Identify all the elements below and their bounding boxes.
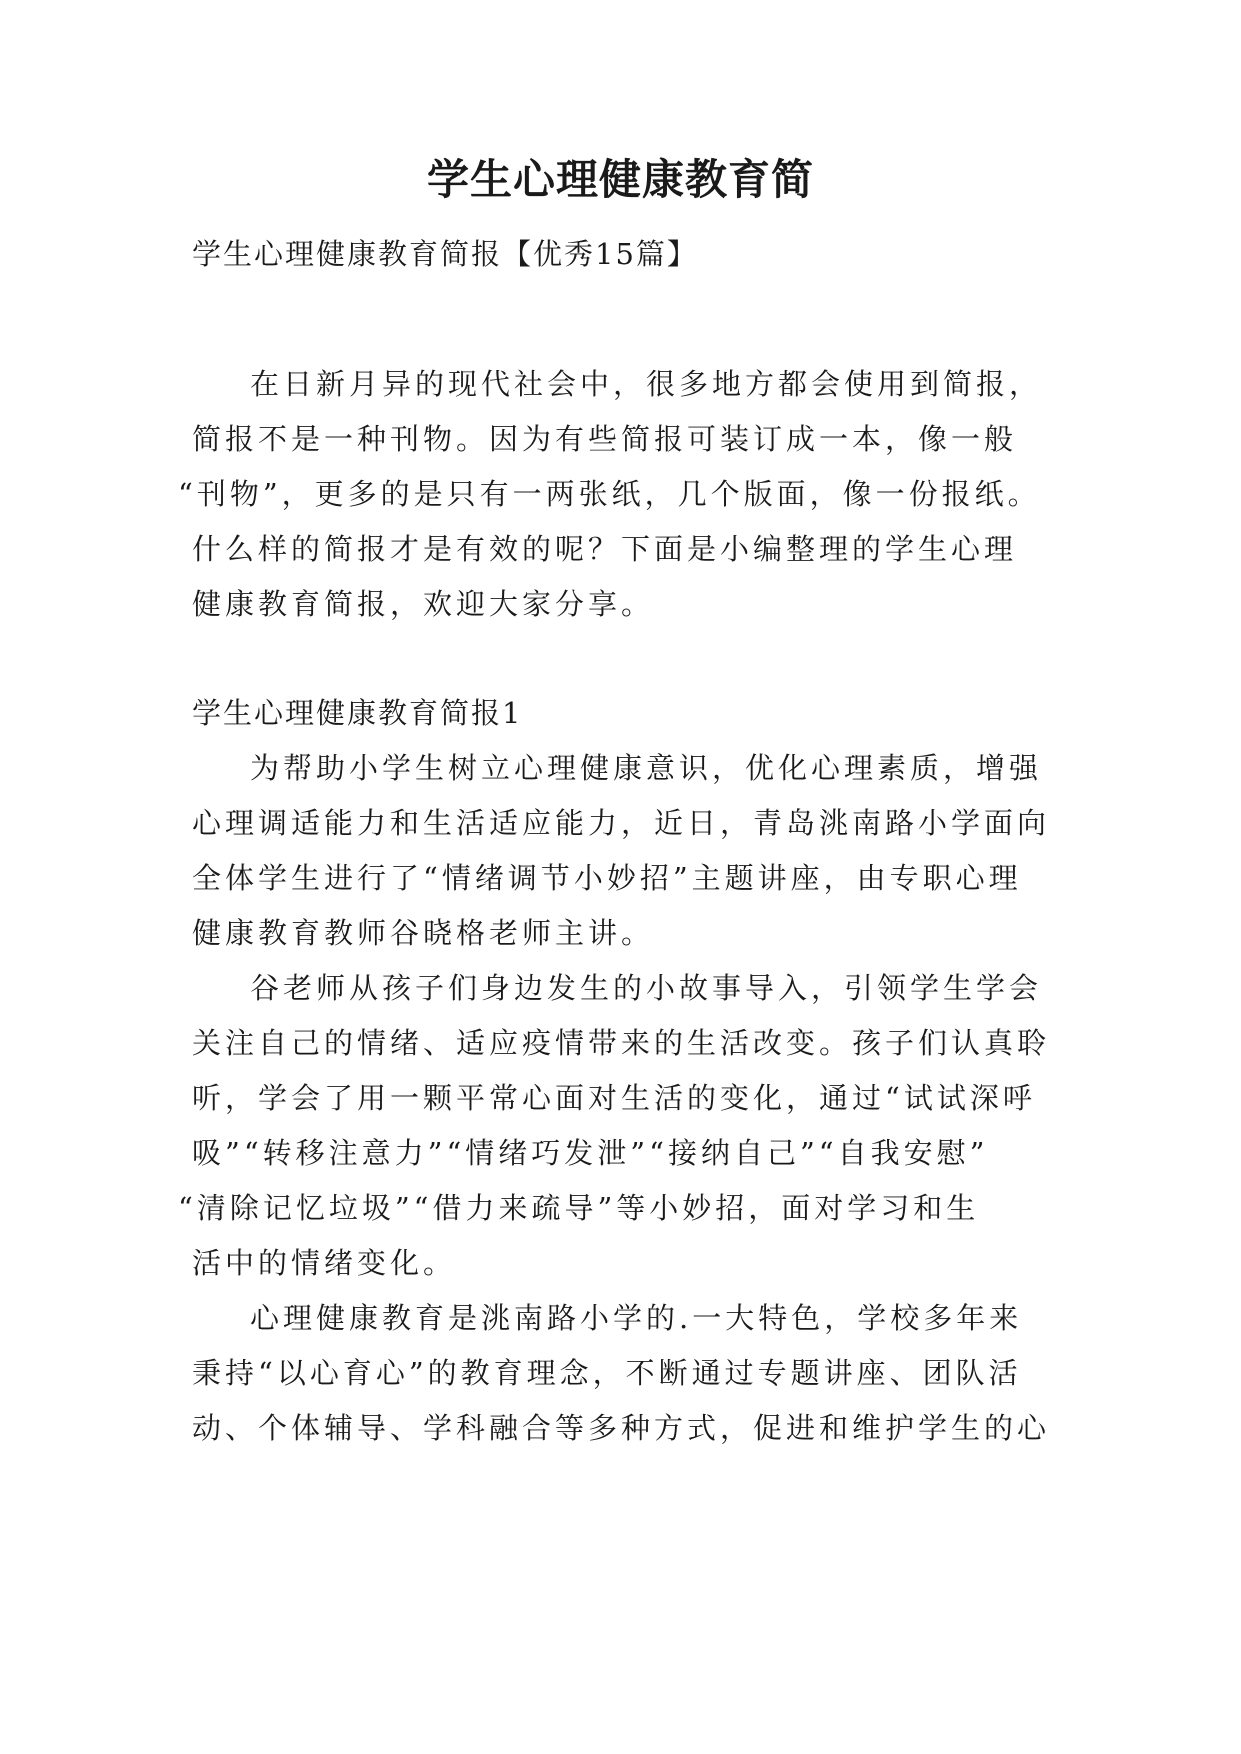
- paragraph-line: “清除记忆垃圾”“借力来疏导”等小妙招，面对学习和生: [178, 1191, 980, 1225]
- document-title: 学生心理健康教育简: [426, 155, 814, 204]
- paragraph-line: 心理健康教育是洮南路小学的.一大特色，学校多年来: [250, 1301, 1023, 1335]
- paragraph-line: 吸”“转移注意力”“情绪巧发泄”“接纳自己”“自我安慰”: [192, 1136, 989, 1170]
- intro-line: 在日新月异的现代社会中，很多地方都会使用到简报，: [250, 367, 1043, 401]
- paragraph-line: 秉持“以心育心”的教育理念，不断通过专题讲座、团队活: [192, 1356, 1022, 1390]
- paragraph-line: 健康教育教师谷晓格老师主讲。: [192, 916, 655, 950]
- intro-line: 什么样的简报才是有效的呢？下面是小编整理的学生心理: [192, 532, 1018, 566]
- paragraph-line: 全体学生进行了“情绪调节小妙招”主题讲座，由专职心理: [192, 861, 1022, 895]
- section-heading: 学生心理健康教育简报1: [192, 696, 523, 730]
- paragraph-line: 听，学会了用一颗平常心面对生活的变化，通过“试试深呼: [192, 1081, 1036, 1115]
- paragraph-line: 动、个体辅导、学科融合等多种方式，促进和维护学生的心: [192, 1411, 1051, 1445]
- intro-line: 健康教育简报，欢迎大家分享。: [192, 587, 655, 621]
- intro-line: “刊物”，更多的是只有一两张纸，几个版面，像一份报纸。: [178, 477, 1041, 511]
- document-subtitle: 学生心理健康教育简报【优秀15篇】: [192, 237, 698, 271]
- paragraph-line: 活中的情绪变化。: [192, 1246, 457, 1280]
- paragraph-line: 谷老师从孩子们身边发生的小故事导入，引领学生学会: [250, 971, 1043, 1005]
- intro-line: 简报不是一种刊物。因为有些简报可装订成一本，像一般: [192, 422, 1018, 456]
- paragraph-line: 关注自己的情绪、适应疫情带来的生活改变。孩子们认真聆: [192, 1026, 1051, 1060]
- paragraph-line: 心理调适能力和生活适应能力，近日，青岛洮南路小学面向: [192, 806, 1051, 840]
- paragraph-line: 为帮助小学生树立心理健康意识，优化心理素质，增强: [250, 751, 1043, 785]
